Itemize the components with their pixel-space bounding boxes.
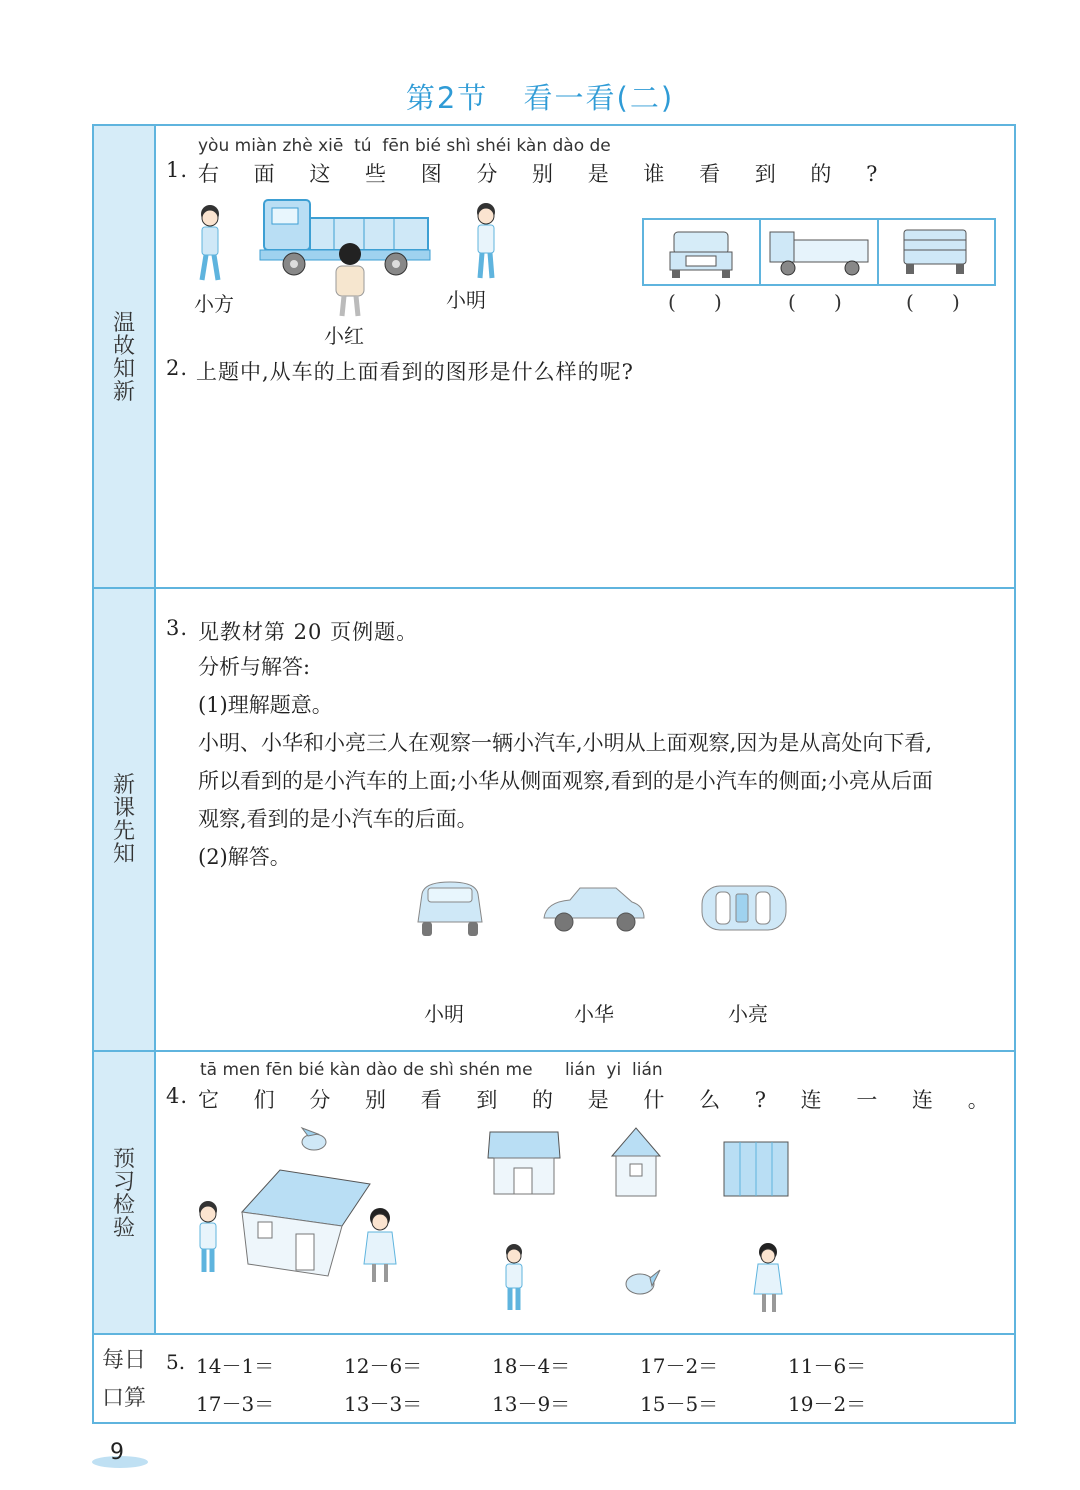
q3-text: 见教材第 20 页例题。 xyxy=(198,620,419,644)
page-number: 9 xyxy=(110,1440,124,1465)
q3-cars xyxy=(394,878,814,948)
q2-number: 2. xyxy=(166,356,189,380)
calc-item: 11－6＝ xyxy=(788,1354,867,1378)
answer-blank[interactable]: ( ) xyxy=(668,290,722,314)
q1-views-panel xyxy=(642,218,996,286)
sidebar-label-review: 温故知新 xyxy=(112,311,135,405)
q1-number: 1. xyxy=(166,158,189,182)
q2-text: 上题中,从车的上面看到的图形是什么样的呢? xyxy=(196,360,634,384)
person-label: 小方 xyxy=(194,292,234,316)
q4-scene xyxy=(184,1126,804,1322)
q4-pinyin: tā men fēn bié kàn dào de shì shén me lián yi lián xyxy=(200,1060,663,1080)
car-back-view xyxy=(418,882,482,936)
q3-para-line: 小明、小华和小亮三人在观察一辆小汽车,小明从上面观察,因为是从高处向下看, xyxy=(198,731,933,755)
calc-item: 17－3＝ xyxy=(196,1392,275,1416)
calc-item: 12－6＝ xyxy=(344,1354,423,1378)
boy-xiaoming-figure xyxy=(477,203,495,278)
q5-number: 5. xyxy=(166,1350,186,1374)
q3-para-line: 观察,看到的是小汽车的后面。 xyxy=(198,807,478,831)
q1-text: 右 面 这 些 图 分 别 是 谁 看 到 的 ? xyxy=(198,162,892,186)
calc-item: 18－4＝ xyxy=(492,1354,571,1378)
person-label: 小红 xyxy=(324,324,364,348)
page-title xyxy=(0,76,1080,117)
bird-figure xyxy=(626,1270,660,1294)
sidebar-label-check: 预习检验 xyxy=(112,1147,135,1241)
sidebar-label-daily-2: 口算 xyxy=(101,1386,146,1411)
section-number: 第2节 xyxy=(405,81,489,115)
section-divider xyxy=(94,1333,1014,1335)
section-title: 看一看(二) xyxy=(523,81,675,115)
car-top-view xyxy=(702,886,786,930)
answer-blank[interactable]: ( ) xyxy=(788,290,842,314)
house-top-view xyxy=(724,1142,788,1196)
q3-step1: (1)理解题意。 xyxy=(198,693,333,717)
house-side-view xyxy=(488,1132,560,1194)
answer-blank[interactable]: ( ) xyxy=(906,290,960,314)
q1-pinyin: yòu miàn zhè xiē tú fēn bié shì shéi kàn dào de xyxy=(198,136,611,156)
calc-item: 13－9＝ xyxy=(492,1392,571,1416)
calc-item: 17－2＝ xyxy=(640,1354,719,1378)
girl-figure xyxy=(364,1208,396,1282)
section-divider xyxy=(94,1050,1014,1052)
calc-item: 13－3＝ xyxy=(344,1392,423,1416)
person-label: 小明 xyxy=(424,1002,464,1026)
sidebar-label-daily-1: 每日 xyxy=(101,1348,146,1373)
girl-xiaohong-figure xyxy=(336,243,364,316)
boy-xiaofang-figure xyxy=(201,205,219,280)
section-divider xyxy=(94,587,1014,589)
calc-item: 15－5＝ xyxy=(640,1392,719,1416)
q4-text: 它 们 分 别 看 到 的 是 什 么 ? 连 一 连 。 xyxy=(198,1088,1003,1112)
q3-step2: (2)解答。 xyxy=(198,845,291,869)
person-label: 小亮 xyxy=(728,1002,768,1026)
q3-number: 3. xyxy=(166,616,189,640)
q3-analysis: 分析与解答: xyxy=(198,655,311,679)
bird-figure xyxy=(302,1128,326,1150)
girl-figure xyxy=(754,1243,782,1312)
person-label: 小华 xyxy=(574,1002,614,1026)
sidebar-label-new: 新课先知 xyxy=(112,773,135,867)
house-figure xyxy=(242,1170,370,1276)
calc-item: 14－1＝ xyxy=(196,1354,275,1378)
worksheet-frame xyxy=(92,124,1016,1424)
boy-figure xyxy=(506,1244,522,1310)
calc-item: 19－2＝ xyxy=(788,1392,867,1416)
q1-scene xyxy=(184,192,544,352)
person-label: 小明 xyxy=(446,288,486,312)
q3-para-line: 所以看到的是小汽车的上面;小华从侧面观察,看到的是小汽车的侧面;小亮从后面 xyxy=(198,769,933,793)
car-side-view xyxy=(544,888,644,931)
boy-figure xyxy=(199,1201,217,1272)
q4-number: 4. xyxy=(166,1084,189,1108)
house-front-view xyxy=(612,1128,660,1196)
